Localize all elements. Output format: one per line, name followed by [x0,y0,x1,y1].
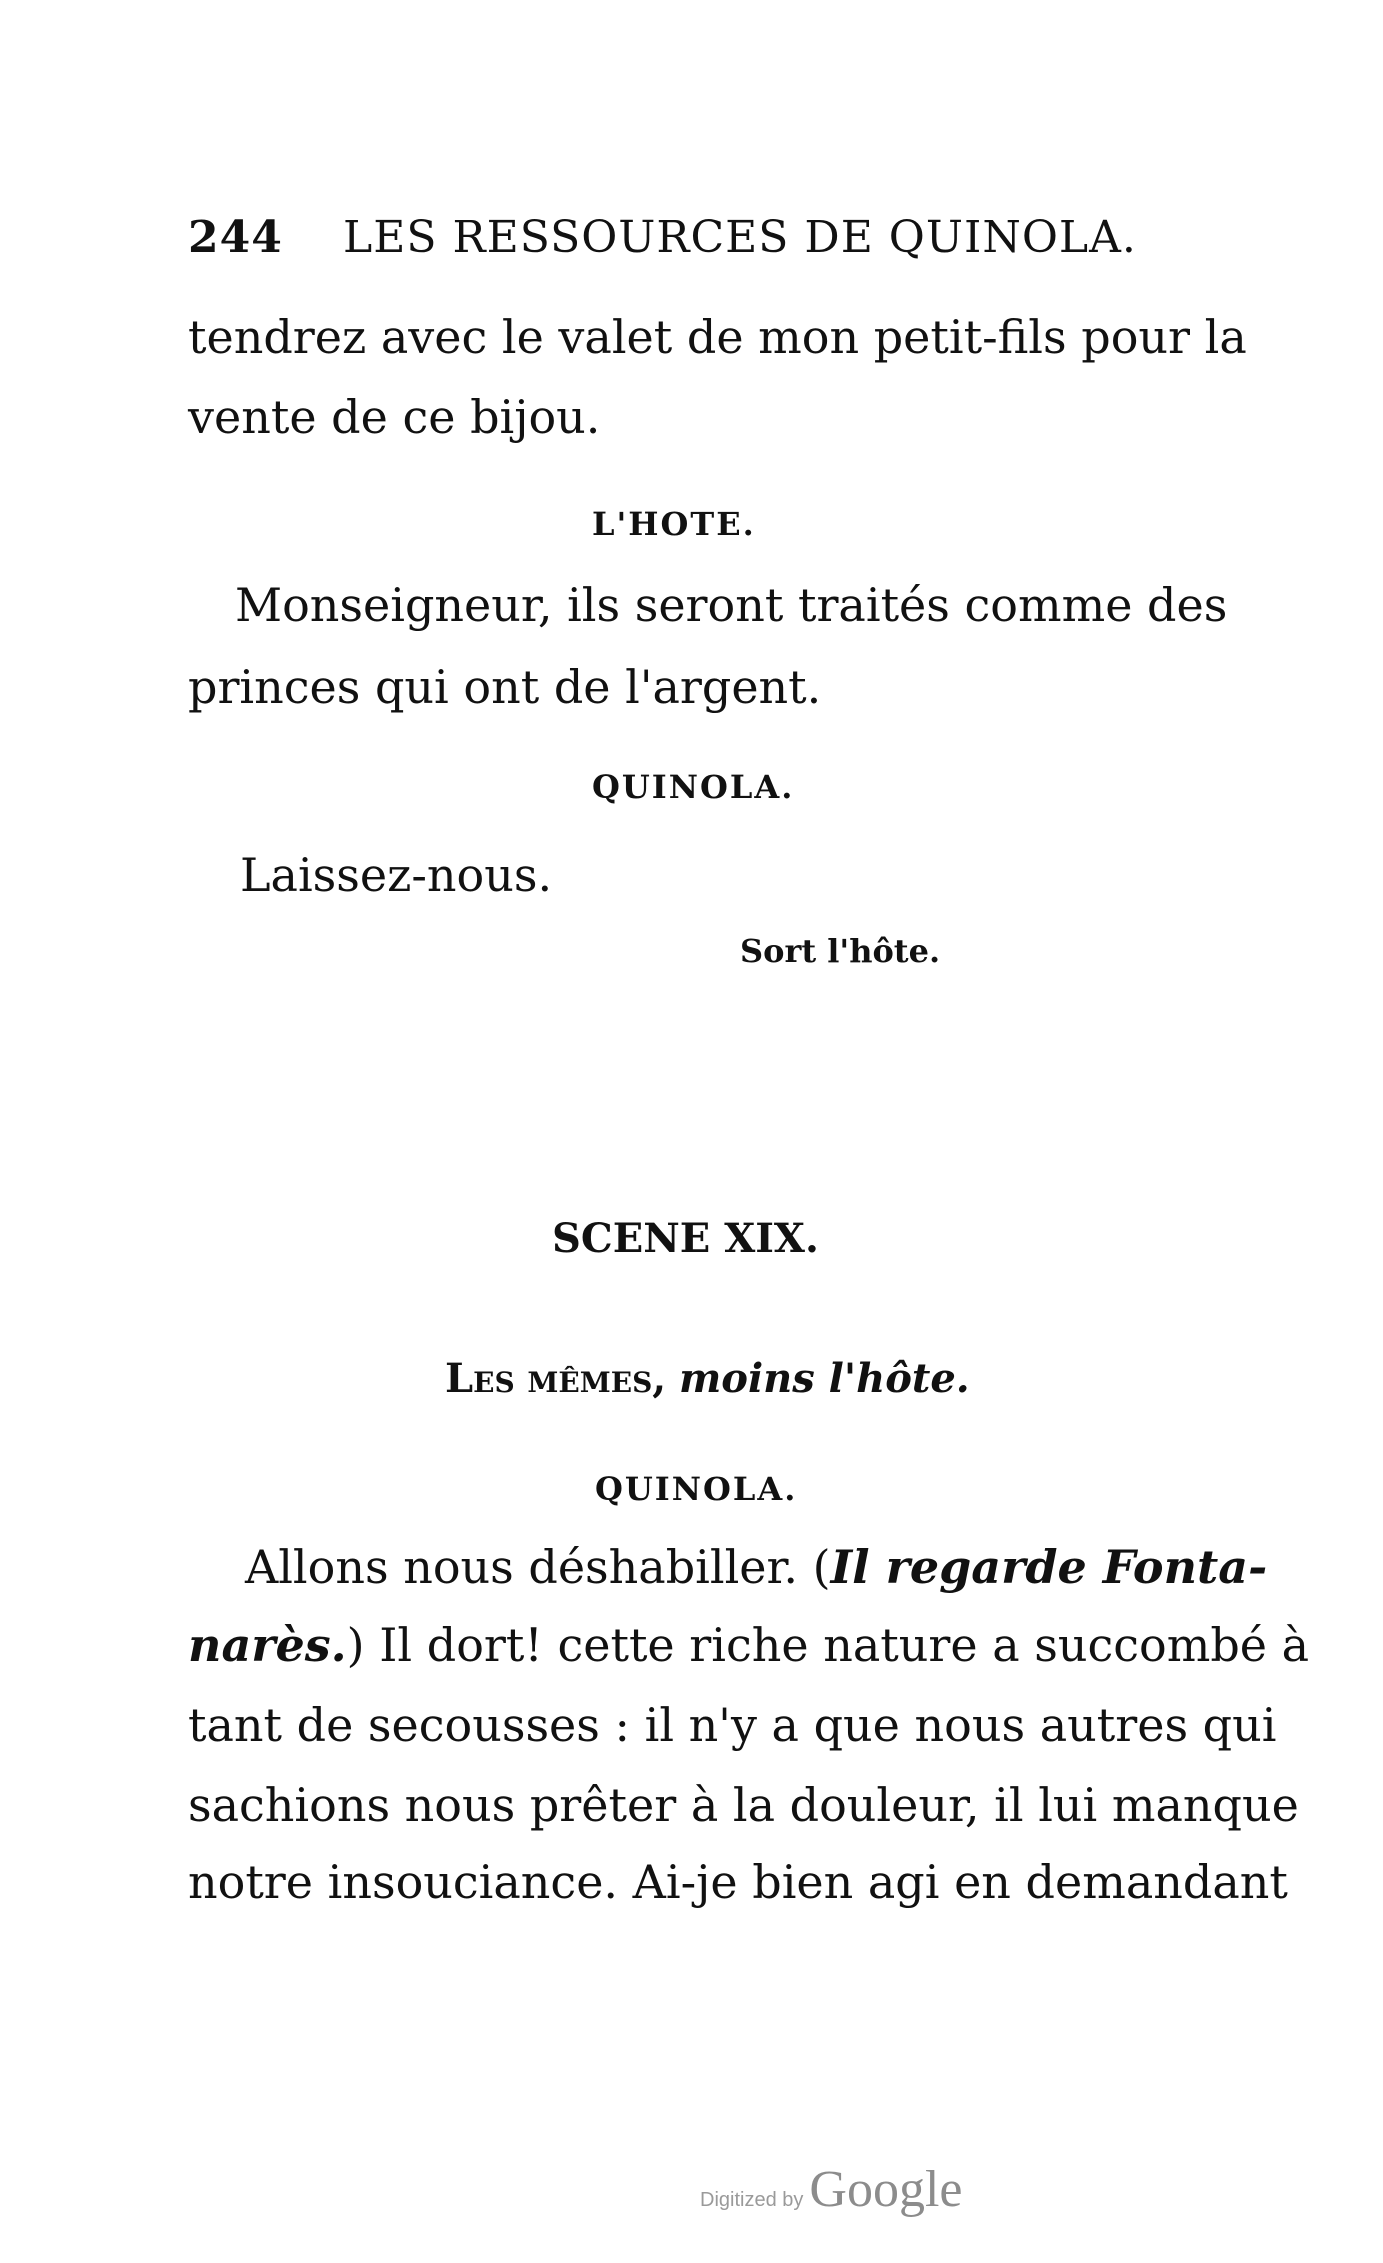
text-line: princes qui ont de l'argent. [188,660,822,714]
scene-heading: SCENE XIX. [552,1215,819,1262]
text-line [245,1540,1267,1594]
stage-direction: Sort l'hôte. [740,932,941,970]
digitized-watermark [700,2160,962,2219]
text-line: Laissez-nous. [240,848,553,902]
cast-les: Les [445,1355,515,1402]
stage-direction-inline: Il regarde Fonta- [830,1540,1268,1594]
digitized-label: Digitized by [700,2189,804,2211]
speaker-name: QUINOLA. [595,1470,798,1508]
text-line [188,1618,1309,1672]
text-line: Monseigneur, ils seront traités comme des [235,578,1228,632]
running-title: LES RESSOURCES DE QUINOLA. [343,212,1137,263]
running-header [188,212,1188,263]
speaker-name: L'HOTE. [592,505,756,543]
cast-list [445,1355,970,1402]
page-number: 244 [188,212,283,263]
text-line: sachions nous prêter à la douleur, il lui manque [188,1778,1299,1832]
text-line: vente de ce bijou. [188,390,601,444]
cast-memes: mêmes, [527,1355,667,1402]
text-line: tendrez avec le valet de mon petit-fils pour la [188,310,1247,364]
text-run: ) Il dort! cette riche nature a succombé à [346,1618,1310,1672]
cast-rest: moins l'hôte. [678,1355,970,1402]
stage-direction-inline: narès. [188,1618,347,1672]
google-logo: Google [809,2161,963,2218]
text-line: notre insouciance. Ai-je bien agi en demandant [188,1855,1288,1909]
text-line: tant de secousses : il n'y a que nous autres qui [188,1698,1277,1752]
text-run: Allons nous déshabiller. ( [245,1540,831,1594]
speaker-name: QUINOLA. [592,768,795,806]
